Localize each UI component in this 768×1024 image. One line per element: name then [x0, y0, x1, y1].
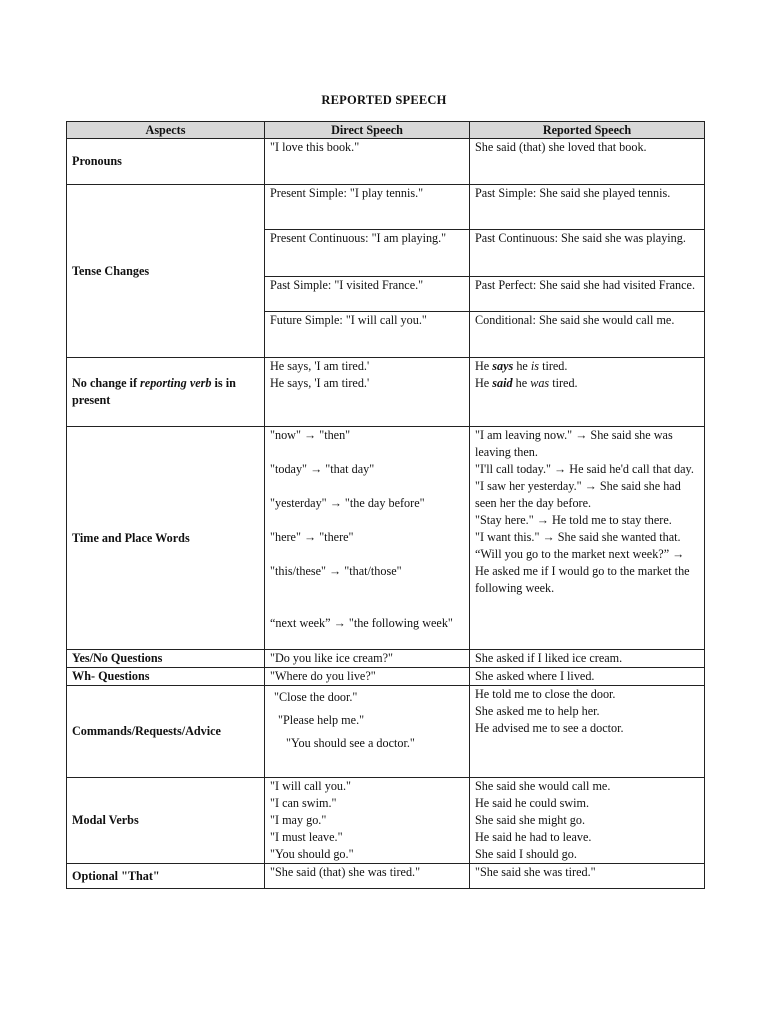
- reported-tense-past-perfect: Past Perfect: She said she had visited France.: [470, 277, 705, 312]
- modal-reported: He said he could swim.: [475, 796, 590, 810]
- aspect-time-place: Time and Place Words: [67, 427, 265, 650]
- reported-tense-past-continuous: Past Continuous: She said she was playing.: [470, 230, 705, 277]
- place-example: "Stay here." → He told me to stay there.: [475, 513, 672, 527]
- reported-yes-no: She asked if I liked ice cream.: [470, 650, 705, 668]
- modal-reported: She said I should go.: [475, 847, 577, 861]
- reported-no-change-line-2: [475, 375, 699, 392]
- aspect-yes-no: Yes/No Questions: [67, 650, 265, 668]
- modal-example: "I may go.": [270, 813, 327, 827]
- reported-commands: [470, 686, 705, 778]
- aspect-no-change: [67, 358, 265, 427]
- advice-example: "You should see a doctor.": [286, 736, 415, 750]
- row-optional-that: [67, 864, 705, 889]
- time-example: "I'll call today." → He said he'd call that day.: [475, 462, 694, 476]
- aspect-no-change-post: is in present: [72, 376, 236, 407]
- direct-no-change-line: He says, 'I am tired.': [270, 376, 370, 390]
- text-fragment: tired.: [549, 376, 578, 390]
- emphasis-be: is: [530, 359, 540, 373]
- row-tense-1: [67, 185, 705, 230]
- direct-no-change: [265, 358, 470, 427]
- modal-reported: He said he had to leave.: [475, 830, 592, 844]
- aspect-no-change-em: reporting verb: [140, 376, 212, 390]
- document-title: REPORTED SPEECH: [321, 93, 447, 107]
- header-reported-speech: Reported Speech: [470, 122, 705, 139]
- place-word-pair: "here" → "there": [270, 530, 354, 544]
- reported-time-place: [470, 427, 705, 650]
- advice-reported: He advised me to see a doctor.: [475, 721, 624, 735]
- direct-tense-present-simple: Present Simple: "I play tennis.": [265, 185, 470, 230]
- time-word-pair: "yesterday" → "the day before": [270, 496, 425, 510]
- time-word-pair: "now" → "then": [270, 428, 351, 442]
- modal-example: "You should go.": [270, 847, 354, 861]
- command-example: "Close the door.": [274, 690, 358, 704]
- header-direct-speech: Direct Speech: [265, 122, 470, 139]
- direct-tense-past-simple: Past Simple: "I visited France.": [265, 277, 470, 312]
- time-word-pair: “next week” → "the following week": [270, 616, 453, 630]
- reported-speech-table: [66, 121, 705, 889]
- command-reported: He told me to close the door.: [475, 687, 616, 701]
- direct-tense-present-continuous: Present Continuous: "I am playing.": [265, 230, 470, 277]
- direct-time-place: [265, 427, 470, 650]
- text-fragment: He: [475, 376, 493, 390]
- reported-no-change-line-1: [475, 358, 699, 375]
- direct-optional-that: "She said (that) she was tired.": [265, 864, 470, 889]
- modal-reported: She said she would call me.: [475, 779, 611, 793]
- row-wh: [67, 668, 705, 686]
- reported-tense-conditional: Conditional: She said she would call me.: [470, 312, 705, 358]
- reported-no-change: [470, 358, 705, 427]
- direct-modal: [265, 778, 470, 864]
- row-time-place: [67, 427, 705, 650]
- direct-pronouns: "I love this book.": [265, 139, 470, 185]
- demonstrative-pair: "this/these" → "that/those": [270, 564, 402, 578]
- row-no-change: [67, 358, 705, 427]
- modal-example: "I can swim.": [270, 796, 337, 810]
- direct-wh: "Where do you live?": [265, 668, 470, 686]
- row-pronouns: [67, 139, 705, 185]
- direct-no-change-line: He says, 'I am tired.': [270, 359, 370, 373]
- row-yes-no: [67, 650, 705, 668]
- aspect-modal: Modal Verbs: [67, 778, 265, 864]
- direct-tense-future-simple: Future Simple: "I will call you.": [265, 312, 470, 358]
- emphasis-verb: said: [492, 376, 513, 390]
- demonstrative-example: "I want this." → She said she wanted that.: [475, 530, 681, 544]
- text-fragment: he: [512, 376, 531, 390]
- modal-example: "I must leave.": [270, 830, 343, 844]
- request-example: "Please help me.": [278, 713, 365, 727]
- time-example: “Will you go to the market next week?” → He asked me if I would go to the market the following week.: [475, 547, 690, 595]
- reported-optional-that: "She said she was tired.": [470, 864, 705, 889]
- header-aspects: Aspects: [67, 122, 265, 139]
- header-row: [67, 122, 705, 139]
- row-modal: [67, 778, 705, 864]
- text-fragment: tired.: [539, 359, 568, 373]
- reported-pronouns: She said (that) she loved that book.: [470, 139, 705, 185]
- modal-reported: She said she might go.: [475, 813, 586, 827]
- aspect-wh: Wh- Questions: [67, 668, 265, 686]
- emphasis-verb: says: [492, 359, 514, 373]
- aspect-optional-that: Optional "That": [67, 864, 265, 889]
- aspect-pronouns: Pronouns: [67, 139, 265, 185]
- row-commands: [67, 686, 705, 778]
- request-reported: She asked me to help her.: [475, 704, 600, 718]
- reported-wh: She asked where I lived.: [470, 668, 705, 686]
- text-fragment: he: [513, 359, 531, 373]
- text-fragment: He: [475, 359, 493, 373]
- reported-tense-past-simple: Past Simple: She said she played tennis.: [470, 185, 705, 230]
- aspect-commands: Commands/Requests/Advice: [67, 686, 265, 778]
- time-word-pair: "today" → "that day": [270, 462, 375, 476]
- direct-commands: [265, 686, 470, 778]
- emphasis-be: was: [530, 376, 550, 390]
- direct-yes-no: "Do you like ice cream?": [265, 650, 470, 668]
- time-example: "I saw her yesterday." → She said she had seen her the day before.: [475, 479, 681, 510]
- aspect-no-change-pre: No change if: [72, 376, 141, 390]
- modal-example: "I will call you.": [270, 779, 352, 793]
- aspect-tense-changes: Tense Changes: [67, 185, 265, 358]
- reported-modal: [470, 778, 705, 864]
- time-example: "I am leaving now." → She said she was leaving then.: [475, 428, 673, 459]
